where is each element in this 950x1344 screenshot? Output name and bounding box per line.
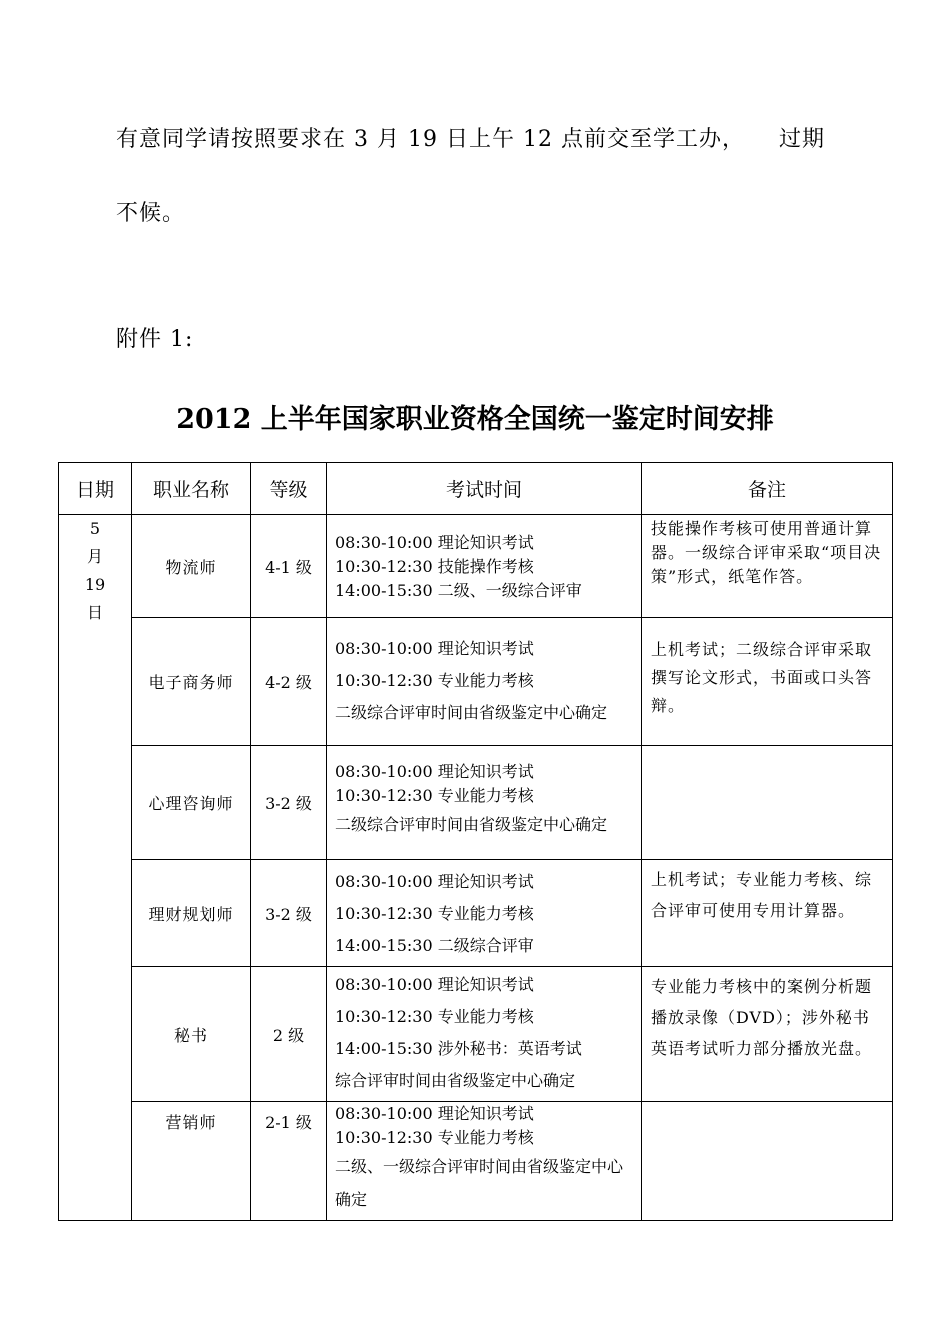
exam-times — [327, 967, 642, 1102]
remarks: 上机考试；二级综合评审采取撰写论文形式，书面或口头答辩。 — [642, 618, 893, 746]
intro-text-end: 过期 — [778, 127, 825, 152]
header-exam-time: 考试时间 — [327, 463, 642, 515]
exam-time-line: 10:30-12:30 专业能力考核 — [335, 670, 534, 690]
occupation-name: 电子商务师 — [132, 618, 251, 746]
exam-time-line: 08:30-10:00 理论知识考试 — [335, 533, 534, 552]
exam-times — [327, 1102, 642, 1221]
occupation-level: 2 级 — [251, 967, 327, 1102]
occupation-level: 3-2 级 — [251, 746, 327, 860]
exam-time-line: 08:30-10:00 理论知识考试 — [335, 638, 534, 658]
table-header-row — [59, 463, 893, 515]
table-row — [59, 967, 893, 1102]
intro-paragraph-line1 — [116, 122, 825, 153]
remarks — [642, 1102, 893, 1221]
table-row — [59, 618, 893, 746]
document-title: 2012 上半年国家职业资格全国统一鉴定时间安排 — [176, 404, 774, 435]
exam-time-line: 10:30-12:30 技能操作考核 — [335, 557, 534, 576]
header-remarks: 备注 — [642, 463, 893, 515]
exam-time-line: 08:30-10:00 理论知识考试 — [335, 1104, 534, 1123]
exam-times — [327, 860, 642, 967]
attachment-label: 附件 1: — [116, 327, 194, 352]
header-occupation: 职业名称 — [132, 463, 251, 515]
exam-time-line: 10:30-12:30 专业能力考核 — [335, 1007, 534, 1026]
remarks: 专业能力考核中的案例分析题播放录像（DVD）；涉外秘书英语考试听力部分播放光盘。 — [642, 967, 893, 1102]
exam-time-line: 08:30-10:00 理论知识考试 — [335, 762, 534, 781]
exam-time-line: 二级综合评审时间由省级鉴定中心确定 — [335, 815, 608, 834]
date-char: 19 — [84, 575, 106, 594]
date-char: 5 — [89, 519, 101, 538]
schedule-table — [58, 462, 893, 1221]
exam-time-line: 10:30-12:30 专业能力考核 — [335, 904, 534, 923]
occupation-name: 理财规划师 — [132, 860, 251, 967]
date-cell — [59, 515, 132, 1221]
remarks — [642, 746, 893, 860]
occupation-level: 4-1 级 — [251, 515, 327, 618]
remarks: 技能操作考核可使用普通计算器。一级综合评审采取“项目决策”形式，纸笔作答。 — [642, 515, 893, 618]
exam-time-line: 10:30-12:30 专业能力考核 — [335, 786, 534, 805]
exam-times — [327, 618, 642, 746]
exam-time-line: 综合评审时间由省级鉴定中心确定 — [335, 1071, 576, 1090]
table-row — [59, 515, 893, 618]
date-char: 月 — [86, 547, 103, 566]
exam-time-line: 14:00-15:30 涉外秘书：英语考试 — [335, 1039, 582, 1058]
table-row — [59, 860, 893, 967]
occupation-name: 秘书 — [132, 967, 251, 1102]
header-level: 等级 — [251, 463, 327, 515]
table-row — [59, 746, 893, 860]
exam-time-line: 14:00-15:30 二级、一级综合评审 — [335, 581, 582, 600]
date-char: 日 — [86, 603, 103, 622]
occupation-name: 心理咨询师 — [132, 746, 251, 860]
header-date: 日期 — [59, 463, 132, 515]
exam-time-line: 10:30-12:30 专业能力考核 — [335, 1128, 534, 1147]
exam-times — [327, 515, 642, 618]
exam-times — [327, 746, 642, 860]
occupation-name: 物流师 — [132, 515, 251, 618]
occupation-level: 3-2 级 — [251, 860, 327, 967]
remarks: 上机考试；专业能力考核、综合评审可使用专用计算器。 — [642, 860, 893, 967]
exam-time-line: 二级综合评审时间由省级鉴定中心确定 — [335, 702, 608, 722]
exam-time-line: 08:30-10:00 理论知识考试 — [335, 975, 534, 994]
exam-time-line: 08:30-10:00 理论知识考试 — [335, 872, 534, 891]
occupation-level: 2-1 级 — [251, 1102, 327, 1221]
exam-time-line: 14:00-15:30 二级综合评审 — [335, 936, 534, 955]
occupation-level: 4-2 级 — [251, 618, 327, 746]
intro-text: 有意同学请按照要求在 3 月 19 日上午 12 点前交至学工办， — [116, 127, 745, 152]
intro-paragraph-line2: 不候。 — [116, 201, 186, 226]
exam-time-line: 二级、一级综合评审时间由省级鉴定中心确定 — [335, 1157, 624, 1209]
table-row — [59, 1102, 893, 1221]
occupation-name: 营销师 — [132, 1102, 251, 1221]
